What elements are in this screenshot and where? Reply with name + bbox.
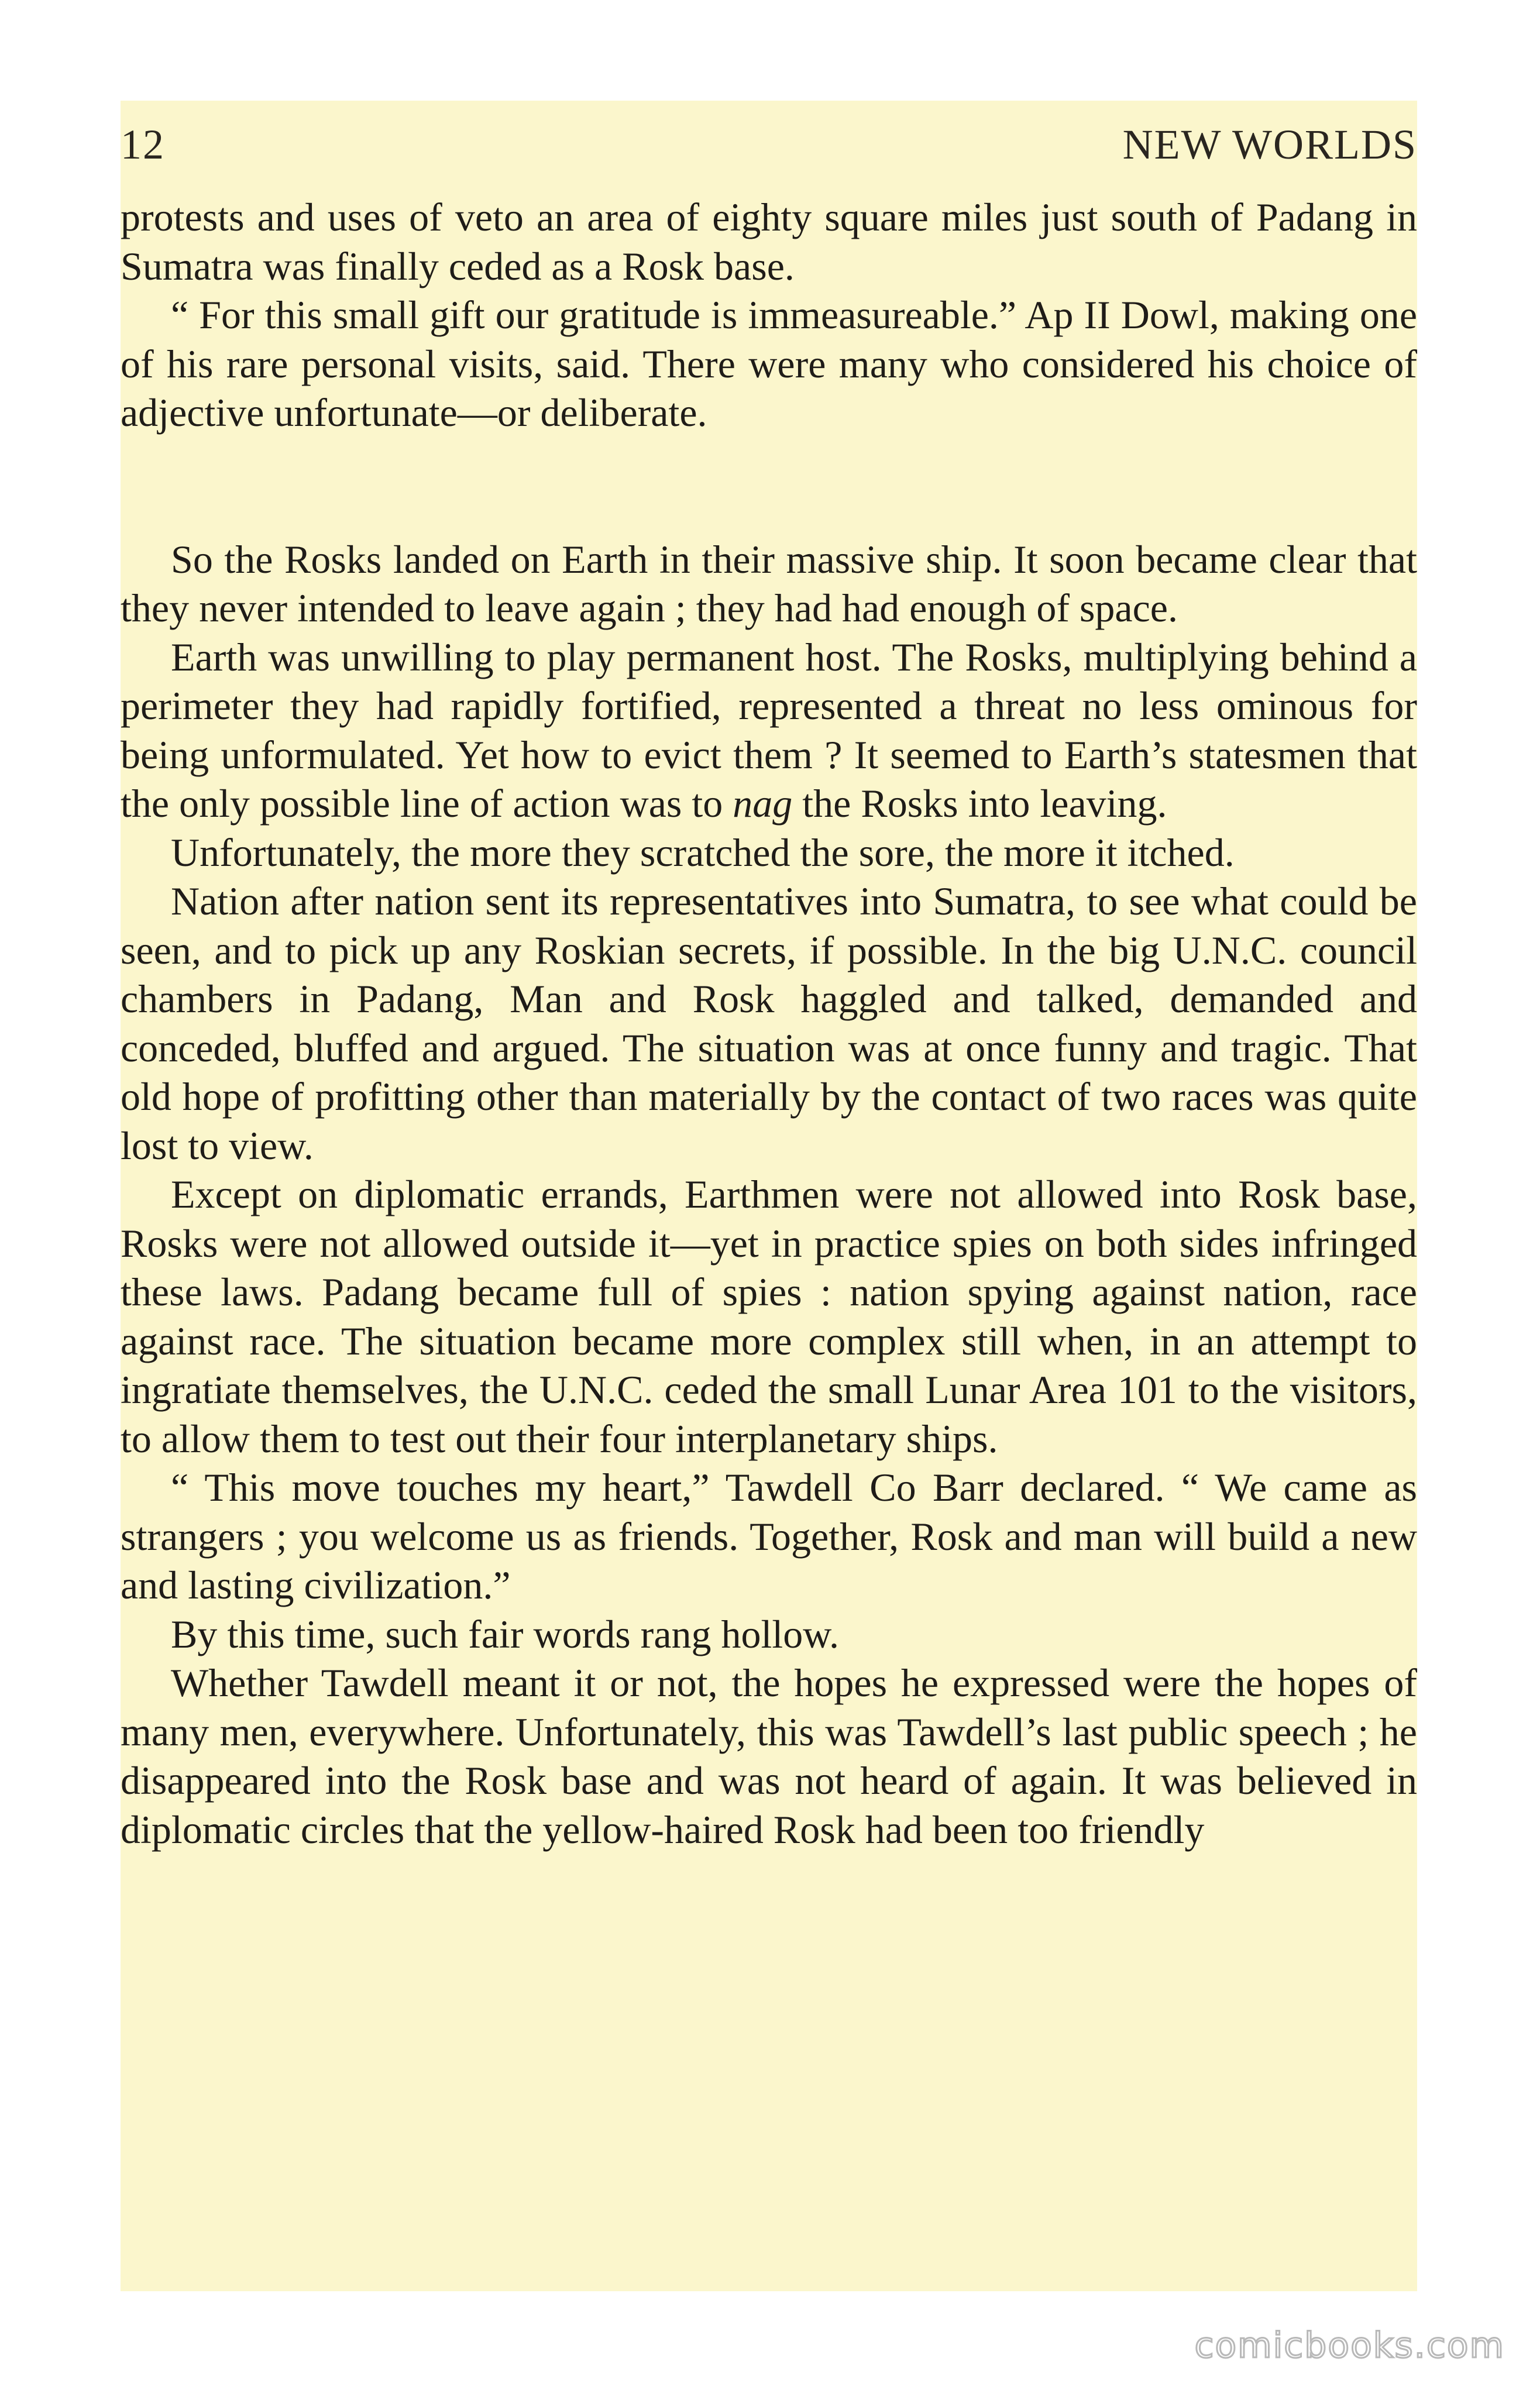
page-header — [121, 101, 1417, 188]
page-number: 12 — [121, 121, 165, 168]
magazine-title: NEW WORLDS — [1122, 121, 1417, 168]
story-text — [121, 193, 1417, 1854]
paragraph: protests and uses of veto an area of eighty square miles just south of Padang in Sumatra was finally ceded as a Rosk base. — [121, 195, 1417, 288]
section-break — [121, 438, 1417, 535]
paragraph: Except on diplomatic errands, Earthmen were not allowed into Rosk base, Rosks were not allowed outside it—yet in practice spies on both sides infringed these laws. Padang became full of spies : nation spying against nation, race against race. The situation became more complex still when, in an attempt to ingratiate themselves, the U.N.C. ceded the small Lunar Area 101 to the visitors, to allow them to test out their four interplanetary ships. — [121, 1172, 1417, 1461]
paragraph-text: Earth was unwilling to play permanent host. The Rosks, multiplying behind a perimeter they had rapidly fortified, represented a threat no less ominous for being unformulated. Yet how to evict them ? It seemed to Earth’s statesmen that the only possible line of action was to — [121, 634, 1417, 826]
italic-word: nag — [733, 781, 793, 826]
paragraph: So the Rosks landed on Earth in their massive ship. It soon became clear that they never intended to leave again ; they had had enough of space. — [121, 537, 1417, 630]
paragraph: “ This move touches my heart,” Tawdell Co Barr declared. “ We came as strangers ; you welcome us as friends. Together, Rosk and man will build a new and lasting civilization.” — [121, 1465, 1417, 1607]
paragraph: “ For this small gift our gratitude is immeasureable.” Ap II Dowl, making one of his rare personal visits, said. There were many who considered his choice of adjective unfortunate—or deliberate. — [121, 293, 1417, 435]
paragraph: Whether Tawdell meant it or not, the hopes he expressed were the hopes of many men, everywhere. Unfortunately, this was Tawdell’s last public speech ; he disappeared into the Rosk base and was not heard of again. It was believed in diplomatic circles that the yellow-haired Rosk had been too friendly — [121, 1660, 1417, 1852]
paragraph: Unfortunately, the more they scratched the sore, the more it itched. — [171, 830, 1235, 875]
paragraph: Nation after nation sent its representatives into Sumatra, to see what could be seen, and to pick up any Roskian secrets, if possible. In the big U.N.C. council chambers in Padang, Man and Rosk haggled and talked, demanded and conceded, bluffed and argued. The situation was at once funny and tragic. That old hope of profitting other than materially by the contact of two races was quite lost to view. — [121, 879, 1417, 1168]
paragraph: By this time, such fair words rang hollow. — [171, 1611, 839, 1656]
paragraph — [121, 633, 1417, 828]
paragraph-text: the Rosks into leaving. — [792, 781, 1167, 826]
magazine-page — [121, 101, 1417, 2291]
watermark-text: comicbooks.com — [1194, 2325, 1505, 2366]
